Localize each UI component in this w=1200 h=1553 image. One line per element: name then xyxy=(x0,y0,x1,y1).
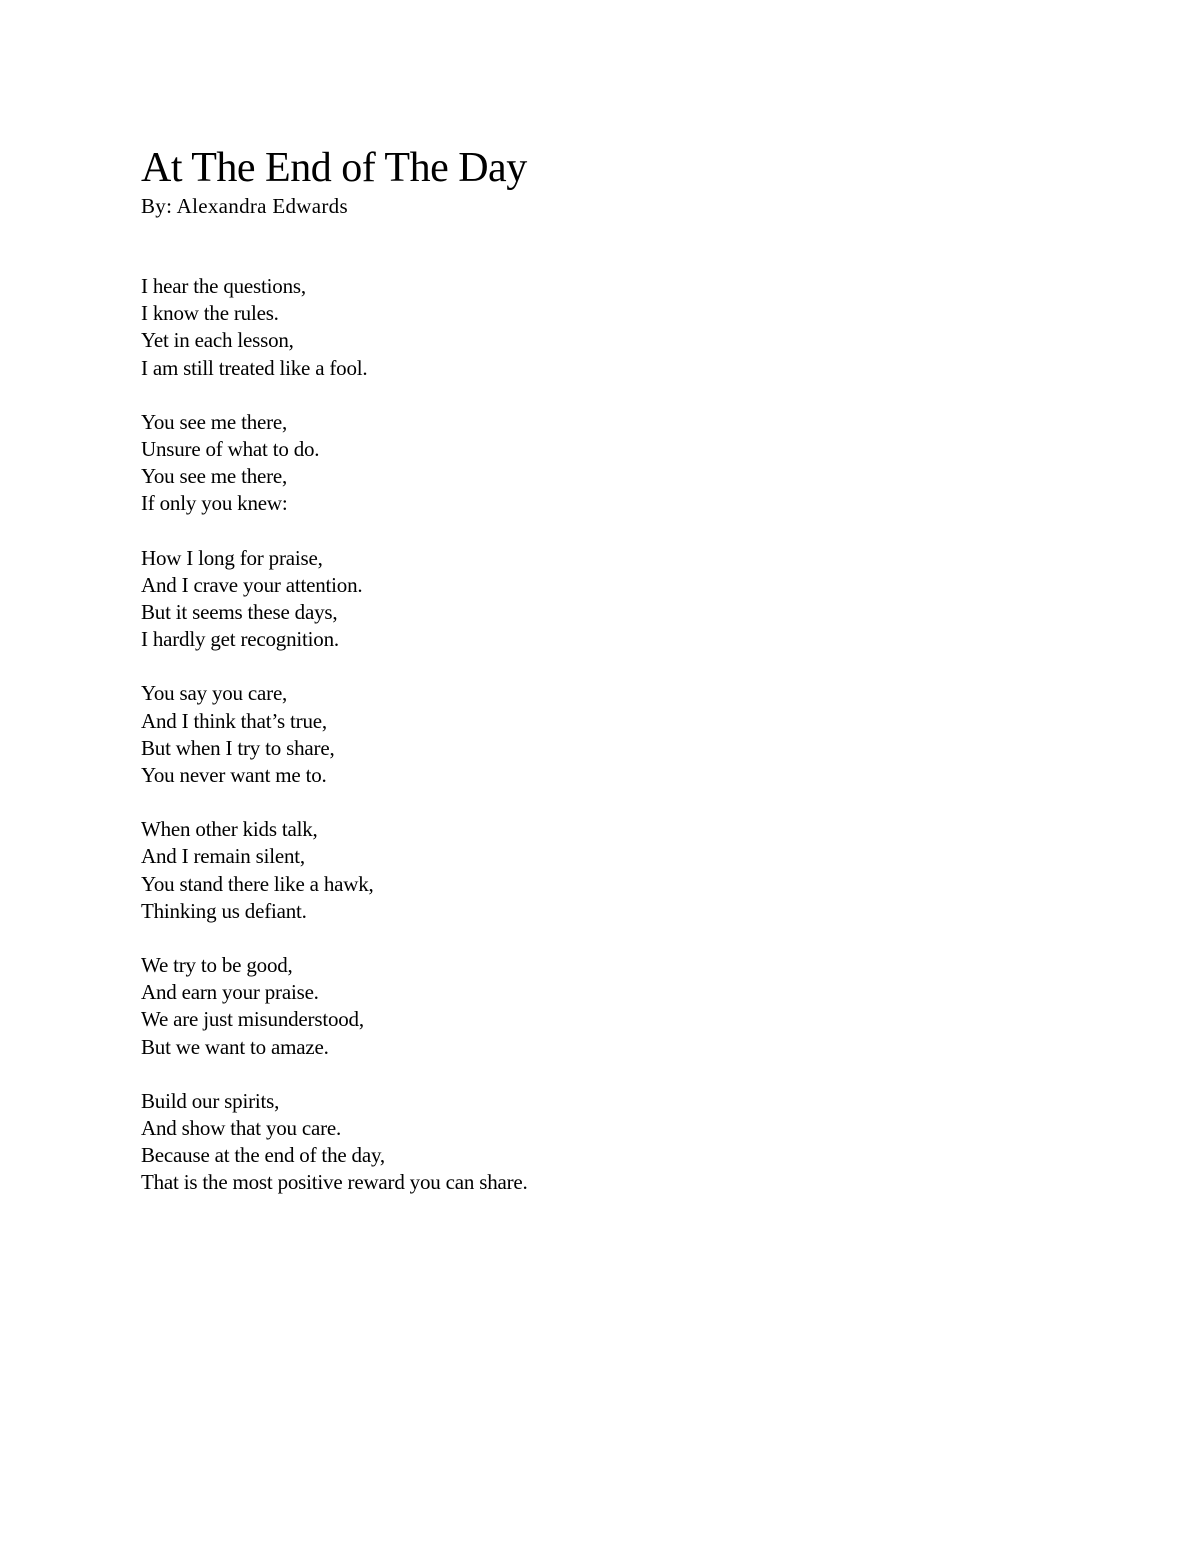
poem-line: I hardly get recognition. xyxy=(141,627,339,652)
stanza xyxy=(141,273,1141,382)
poem-body xyxy=(141,273,1141,1197)
poem-line: I hear the questions, xyxy=(141,274,306,298)
poem-line: Because at the end of the day, xyxy=(141,1143,385,1168)
poem-line: You say you care, xyxy=(141,681,288,706)
poem-line: We try to be good, xyxy=(141,953,293,978)
stanza xyxy=(141,409,1141,518)
stanza xyxy=(141,816,1141,925)
author-byline: By: Alexandra Edwards xyxy=(141,194,348,218)
poem-line: I know the rules. xyxy=(141,301,279,326)
poem-line: When other kids talk, xyxy=(141,817,318,842)
poem-line: How I long for praise, xyxy=(141,545,323,570)
poem-line: And earn your praise. xyxy=(141,980,319,1005)
poem-line: But we want to amaze. xyxy=(141,1034,329,1059)
poem-line: And I remain silent, xyxy=(141,844,305,869)
poem-line: But it seems these days, xyxy=(141,600,338,625)
poem-line: We are just misunderstood, xyxy=(141,1007,364,1032)
poem-line: Thinking us defiant. xyxy=(141,898,307,923)
stanza xyxy=(141,1088,1141,1197)
poem-line: And I crave your attention. xyxy=(141,572,363,597)
poem-line: You never want me to. xyxy=(141,763,327,788)
document-page xyxy=(141,143,1141,1224)
poem-line: You stand there like a hawk, xyxy=(141,871,374,896)
poem-line: You see me there, xyxy=(141,464,288,489)
poem-line: And show that you care. xyxy=(141,1116,342,1141)
poem-line: I am still treated like a fool. xyxy=(141,355,368,380)
poem-line: That is the most positive reward you can share. xyxy=(141,1170,528,1195)
poem-line: Yet in each lesson, xyxy=(141,328,294,353)
poem-line: Unsure of what to do. xyxy=(141,437,320,462)
poem-line: But when I try to share, xyxy=(141,735,335,760)
stanza xyxy=(141,952,1141,1061)
poem-line: You see me there, xyxy=(141,409,288,434)
poem-line: If only you knew: xyxy=(141,491,288,516)
poem-line: And I think that’s true, xyxy=(141,708,327,733)
poem-title: At The End of The Day xyxy=(141,145,527,191)
stanza xyxy=(141,545,1141,654)
poem-line: Build our spirits, xyxy=(141,1088,280,1113)
stanza xyxy=(141,680,1141,789)
